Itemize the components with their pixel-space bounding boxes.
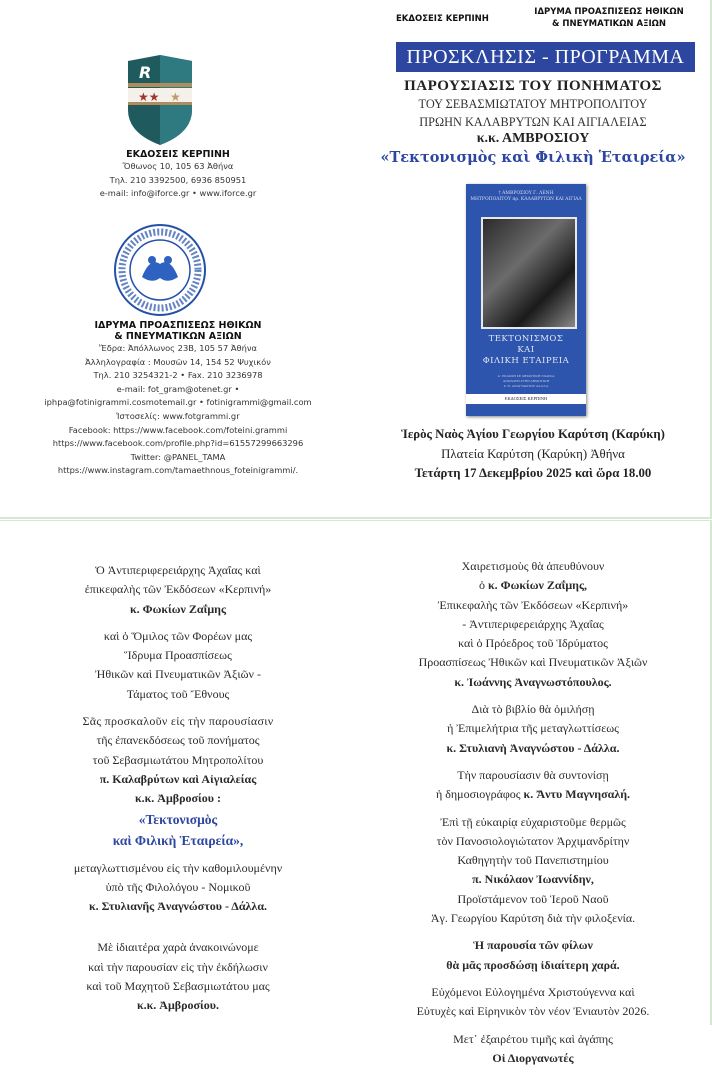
foundation-twitter[interactable]: Twitter: @PANEL_TAMA [130,451,226,462]
foundation-seal-logo [112,222,208,318]
host-name: π. Νικόλαον Ἰωαννίδην, [472,872,594,887]
foundation-mail: Ἀλληλογραφία : Μουσῶν 14, 154 52 Ψυχικόν [85,356,271,367]
publisher-address: Ὄθωνος 10, 105 63 Ἀθήνα [122,161,234,171]
svg-text:★: ★ [170,90,181,104]
cover-author-1: † ΑΜΒΡΟΣΙΟΥ Γ. ΛΕΝΗ [498,191,554,196]
svg-text:★★: ★★ [138,90,160,104]
text-line: ἡ δημοσιογράφος [435,787,521,802]
header-foundation-2: & ΠΝΕΥΜΑΤΙΚΩΝ ΑΞΙΩΝ [552,19,666,29]
foundation-email-2[interactable]: iphpa@fotinigrammi.cosmotemail.gr • fotinigrammi@gmail.com [44,397,312,408]
text-line: καὶ ὁ Ὅμιλος τῶν Φορέων μας [103,628,253,643]
text-line: ὁ [479,578,485,593]
publisher-email[interactable]: e-mail: info@iforce.gr • www.iforce.gr [99,188,257,199]
speaker-name: κ. Ἰωάννης Ἀναγνωστόπουλος. [454,674,612,689]
invitation-banner: ΠΡΟΣΚΛΗΣΙΣ - ΠΡΟΓΡΑΜΜΑ [396,42,695,72]
text-line: Καθηγητὴν τοῦ Πανεπιστημίου [457,853,609,868]
foundation-website[interactable]: Ἱστοσελίς: www.fotgrammi.gr [116,410,240,421]
text-line: ὑπὸ τῆς Φιλολόγου - Νομικοῦ [105,879,251,894]
inner-right-column [356,557,710,1076]
text-line: τὸν Πανοσιολογιώτατον Ἀρχιμανδρίτην [436,833,630,848]
foundation-name-1: ΙΔΡΥΜΑ ΠΡΟΑΣΠΙΣΕΩΣ ΗΘΙΚΩΝ [94,320,262,331]
inner-page [0,520,712,1065]
speaker-name: κ. Φωκίων Ζαΐμης [130,601,226,616]
svg-text:R: R [139,63,152,82]
author-name: κ.κ. Ἀμβροσίου. [136,998,219,1013]
book-title-2: καὶ Φιλικὴ Ἑταιρεία», [112,832,244,848]
book-cover-image [466,184,586,416]
text-line: Σᾶς προσκαλοῦν εἰς τὴν παρουσίασιν [82,714,274,729]
publisher-phone: Τηλ. 210 3392500, 6936 850951 [109,174,247,185]
text-line: Ἐπὶ τῇ εὐκαιρίᾳ εὐχαριστοῦμε θερμῶς [440,814,626,829]
cover-page [0,0,712,519]
text-line: Χαιρετισμοὺς θὰ ἀπευθύνουν [461,559,605,573]
foundation-email-1[interactable]: e-mail: fot_gram@otenet.gr • [116,383,240,394]
kerpini-shield-logo [125,55,195,145]
text-line: μεταγλωττισμένου εἰς τὴν καθομιλουμένην [73,860,283,875]
cover-publisher: ΕΚΔΟΣΕΙΣ ΚΕΡΠΙΝΗ [466,394,586,404]
foundation-facebook-2[interactable]: https://www.facebook.com/profile.php?id=61557299663296 [52,438,304,449]
book-title: «Τεκτονισμὸς καὶ Φιλικὴ Ἑταιρεία» [380,149,686,166]
cover-engraving [481,217,577,329]
text-line: καὶ τὴν παρουσίαν εἰς τὴν ἐκδήλωσιν [88,959,268,974]
text-line: θὰ μᾶς προσδώσῃ ἰδιαίτερη χαρά. [446,957,620,972]
presentation-line: ΠΑΡΟΥΣΙΑΣΙΣ ΤΟΥ ΠΟΝΗΜΑΤΟΣ [404,78,662,94]
cover-author-2: ΜΗΤΡΟΠΟΛΙΤΟΥ πρ. ΚΑΛΑΒΡΥΤΩΝ ΚΑΙ ΑΙΓΙΑΛ [470,197,582,202]
text-line: Προασπίσεως Ἠθικῶν καὶ Πνευματικῶν Ἀξιῶν [418,655,648,670]
publisher-name: ΕΚΔΟΣΕΙΣ ΚΕΡΠΙΝΗ [126,149,230,160]
header-foundation-1: ΙΔΡΥΜΑ ΠΡΟΑΣΠΙΣΕΩΣ ΗΘΙΚΩΝ [534,7,684,17]
text-line: Τὴν παρουσίασιν θὰ συντονίσῃ [457,767,609,782]
text-line: καὶ ὁ Πρόεδρος τοῦ Ἱδρύματος [458,636,608,651]
text-line: Τάματος τοῦ Ἔθνους [126,686,230,701]
author-name: κ.κ. Ἀμβροσίου : [134,791,221,806]
header-publisher: ΕΚΔΟΣΕΙΣ ΚΕΡΠΙΝΗ [396,14,489,24]
foundation-phone: Τηλ. 210 3254321-2 • Fax. 210 3236978 [93,370,263,381]
text-line: Προϊστάμενον τοῦ Ἱεροῦ Ναοῦ [457,891,609,906]
text-line: Ἵδρυμα Προασπίσεως [124,648,232,663]
text-line: Εὐχόμενοι Εὐλογημένα Χριστούγεννα καὶ [431,984,635,999]
speaker-name: κ. Φωκίων Ζαΐμης, [488,578,587,593]
cover-translation-1: ΑΠΟΔΟΣΗ ΣΤΗΝ ΔΗΜΟΤΙΚΗ [502,379,550,383]
cover-edition: Α΄ ΕΚΔΟΣΗ ΣΕ ΔΗΜΟΤΙΚΗ ΓΛΩΣΣΑ [497,374,555,378]
text-line: Μετ᾽ ἐξαιρέτου τιμῆς καὶ ἀγάπης [453,1031,613,1046]
foundation-instagram[interactable]: https://www.instagram.com/tamaethnous_foteinigrammi/. [57,465,299,476]
text-line: π. Καλαβρύτων καὶ Αἰγιαλείας [99,771,257,786]
text-line: ἐπικεφαλὴς τῶν Ἐκδόσεων «Κερπινή» [84,582,272,597]
inner-left-column [0,561,356,1024]
author-line [356,131,710,147]
text-line: καὶ τοῦ Μαχητοῦ Σεβασμιωτάτου μας [86,979,270,994]
moderator-name: κ. Ἄντυ Μαγνησαλή. [523,787,631,802]
text-line: Μὲ ἰδιαιτέρα χαρὰ ἀνακοινώνομε [97,940,259,955]
diocese-line: ΠΡΩΗΝ ΚΑΛΑΒΡΥΤΩΝ ΚΑΙ ΑΙΓΙΑΛΕΙΑΣ [419,115,647,129]
venue-church: Ἱερὸς Ναὸς Ἁγίου Γεωργίου Καρύτση (Καρύκη) [401,427,665,441]
text-line: Ὁ Ἀντιπεριφερειάρχης Ἀχαΐας καὶ [95,563,261,577]
cover-title-3: ΦΙΛΙΚΗ ΕΤΑΙΡΕΙΑ [482,356,570,366]
text-line: ἡ Ἐπιμελήτρια τῆς μεταγλωττίσεως [447,721,619,736]
event-datetime: Τετάρτη 17 Δεκεμβρίου 2025 καὶ ὥρα 18.00 [414,466,652,480]
author-prefix: κ.κ. [476,131,500,146]
text-line: Ἠθικῶν καὶ Πνευματικῶν Ἀξιῶν - [95,667,261,682]
author-name: ΑΜΒΡΟΣΙΟΥ [501,131,590,146]
signature-organizers: Οἱ Διοργανωτές [492,1050,574,1065]
text-line: - Ἀντιπεριφερειάρχης Ἀχαΐας [462,616,604,631]
text-line: Ἐπικεφαλὴς τῶν Ἐκδόσεων «Κερπινή» [437,597,629,612]
text-line: Ἡ παρουσία τῶν φίλων [473,938,593,953]
text-line: τῆς ἐπανεκδόσεως τοῦ πονήματος [96,733,260,748]
cover-title-1: ΤΕΚΤΟΝΙΣΜΟΣ [488,334,564,344]
translator-name: κ. Στυλιανῆς Ἀναγνώστου - Δάλλα. [88,899,268,914]
book-title-1: «Τεκτονισμὸς [138,811,218,827]
cover-title-2: ΚΑΙ [517,345,535,355]
text-line: τοῦ Σεβασμιωτάτου Μητροπολίτου [92,752,264,767]
text-line: Εὐτυχὲς καὶ Εἰρηνικὸν τὸν νέον Ἐνιαυτὸν 2026. [416,1004,650,1019]
metropolitan-line: ΤΟΥ ΣΕΒΑΣΜΙΩΤΑΤΟΥ ΜΗΤΡΟΠΟΛΙΤΟΥ [418,97,648,111]
foundation-facebook-1[interactable]: Facebook: https://www.facebook.com/foteini.grammi [68,424,288,435]
speaker-name: κ. Στυλιανὴ Ἀναγνώστου - Δάλλα. [446,740,620,755]
text-line: Ἁγ. Γεωργίου Καρύτση διὰ τὴν φιλοξενία. [430,911,636,926]
venue-square: Πλατεία Καρύτση (Καρύκη) Ἀθήνα [441,446,625,461]
foundation-seat: Ἕδρα: Ἀπόλλωνος 23Β, 105 57 Ἀθήνα [99,343,257,353]
foundation-name-2: & ΠΝΕΥΜΑΤΙΚΩΝ ΑΞΙΩΝ [114,331,242,342]
header-foundation [524,6,694,30]
text-line: Διὰ τὸ βιβλίο θὰ ὁμιλήσῃ [471,702,595,717]
cover-translation-2: Σ. Ν. ΑΝΑΓΝΩΣΤΟΥ ΔΑΛΛΑ [503,384,549,388]
